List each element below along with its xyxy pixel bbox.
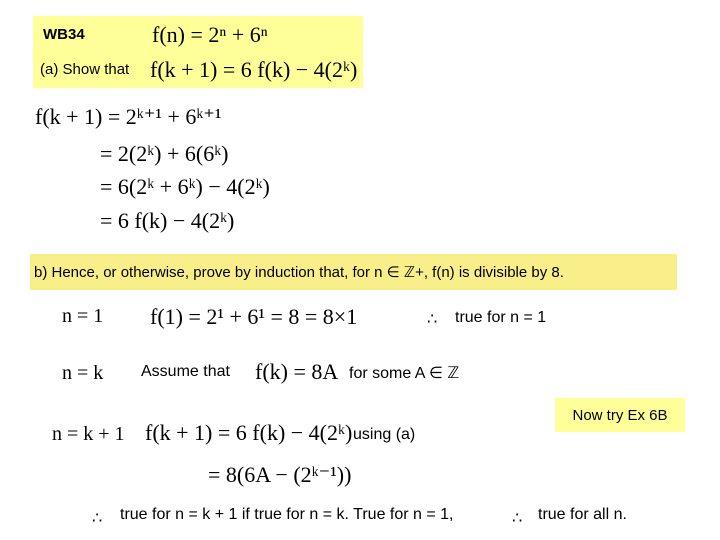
using-note: using (a) — [353, 426, 416, 443]
callout-text: Now try Ex 6B — [572, 406, 668, 424]
part-a-label: (a) Show that — [40, 61, 130, 78]
conclusion-therefore-2: ∴ — [512, 508, 523, 527]
function-definition: f(n) = 2ⁿ + 6ⁿ — [152, 22, 268, 47]
part-b-question: b) Hence, or otherwise, prove by induction that, for n ∈ ℤ+, f(n) is divisible by 8. — [34, 264, 564, 281]
assumption-n: n = k — [62, 362, 104, 384]
problem-code: WB34 — [43, 26, 85, 43]
base-case-true: true for n = 1 — [455, 309, 547, 326]
working-line-3: = 6(2ᵏ + 6ᵏ) − 4(2ᵏ) — [100, 174, 270, 199]
assumption-condition: for some A ∈ ℤ — [349, 365, 460, 382]
inductive-line-2: = 8(6A − (2ᵏ⁻¹)) — [208, 462, 352, 487]
base-case-n: n = 1 — [62, 305, 104, 327]
assume-label: Assume that — [141, 363, 230, 380]
conclusion-text: true for n = k + 1 if true for n = k. True for n = 1, — [120, 506, 454, 523]
inductive-line-1: f(k + 1) = 6 f(k) − 4(2ᵏ) — [145, 420, 353, 445]
assumption-expression: f(k) = 8A — [255, 359, 339, 384]
therefore-symbol: ∴ — [427, 309, 438, 328]
part-a-expression: f(k + 1) = 6 f(k) − 4(2ᵏ) — [150, 57, 358, 82]
conclusion-text-2: true for all n. — [538, 506, 627, 523]
inductive-n: n = k + 1 — [52, 423, 125, 445]
working-line-1: f(k + 1) = 2ᵏ⁺¹ + 6ᵏ⁺¹ — [35, 104, 222, 129]
working-line-4: = 6 f(k) − 4(2ᵏ) — [100, 208, 235, 233]
conclusion-therefore: ∴ — [92, 508, 103, 527]
base-case-evaluation: f(1) = 2¹ + 6¹ = 8 = 8×1 — [150, 304, 358, 329]
now-try-callout — [555, 398, 685, 432]
working-line-2: = 2(2ᵏ) + 6(6ᵏ) — [100, 141, 229, 166]
